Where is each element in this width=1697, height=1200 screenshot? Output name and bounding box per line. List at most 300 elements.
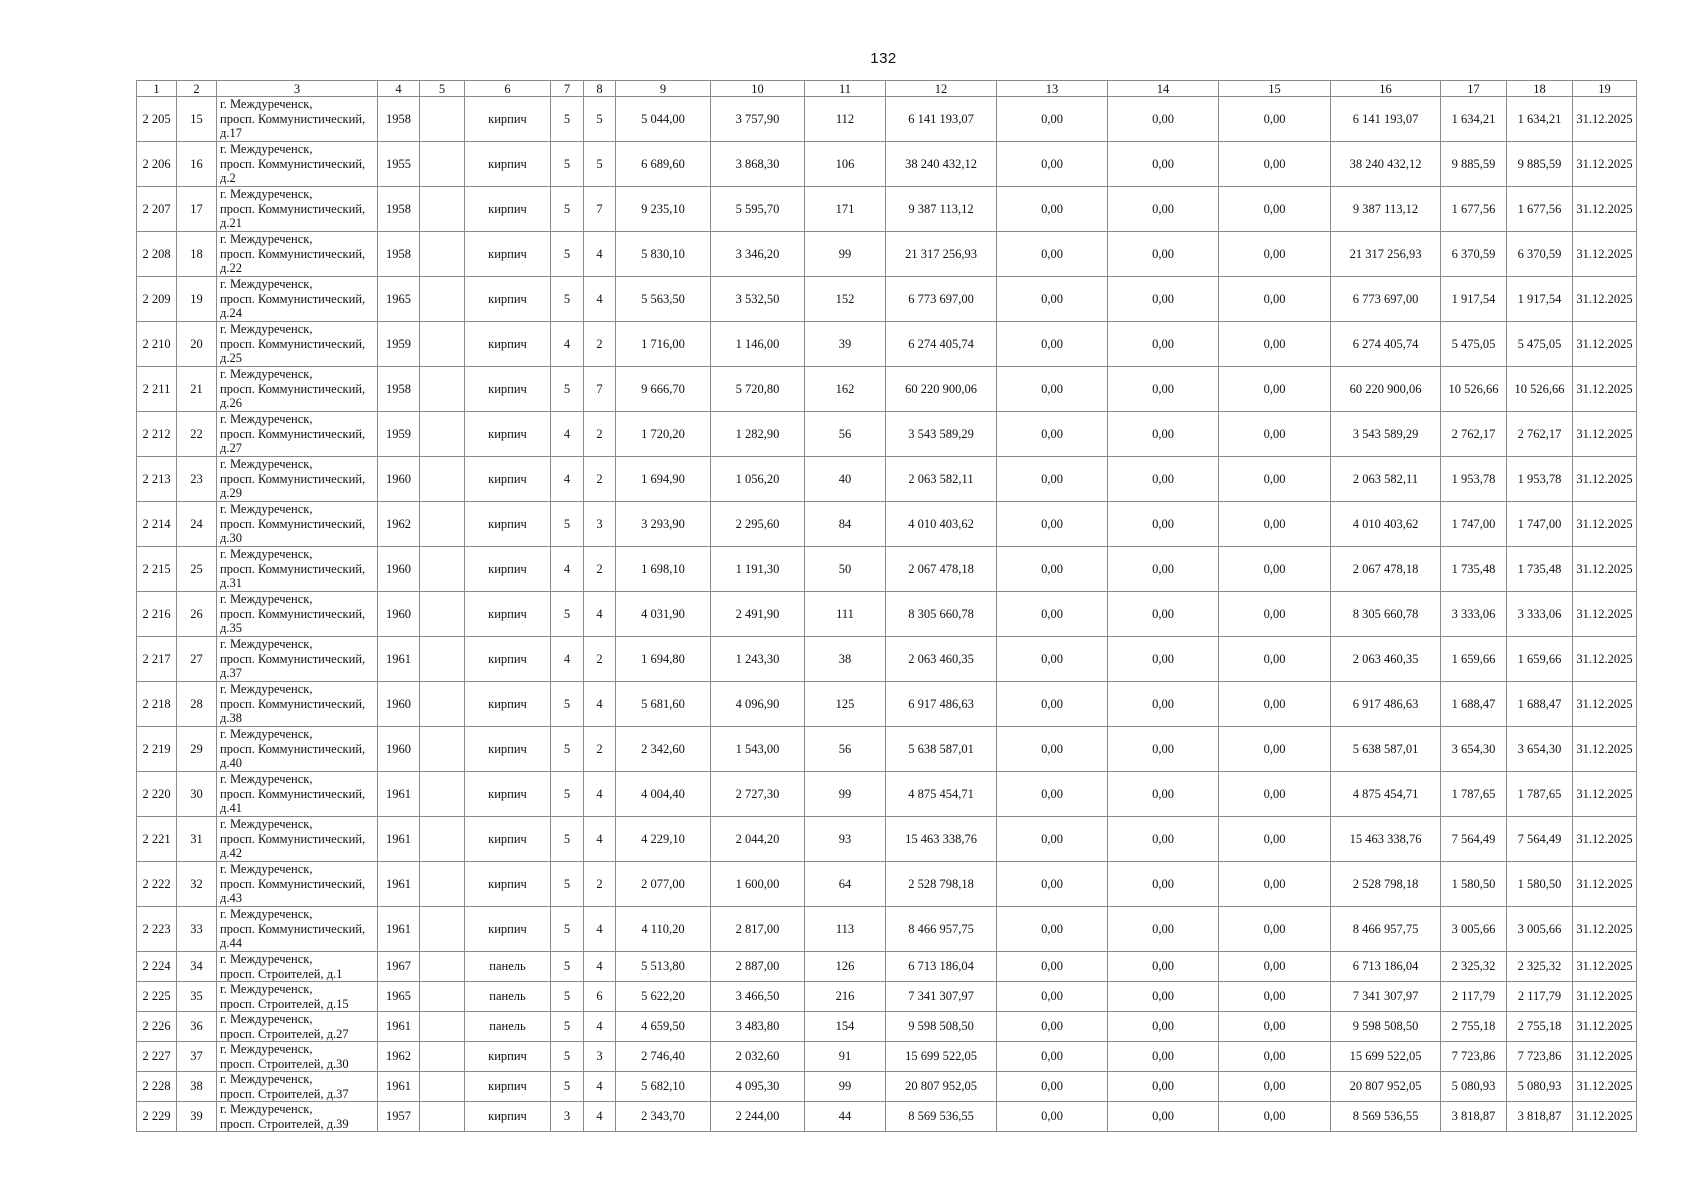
table-cell-c15: 0,00 bbox=[1219, 412, 1331, 457]
table-cell-c16: 2 067 478,18 bbox=[1331, 547, 1441, 592]
table-cell-c12: 2 528 798,18 bbox=[886, 862, 997, 907]
table-cell-c8: 2 bbox=[584, 637, 616, 682]
table-cell-c12: 6 713 186,04 bbox=[886, 952, 997, 982]
table-cell-c6: кирпич bbox=[465, 277, 551, 322]
table-cell-c9: 1 720,20 bbox=[616, 412, 711, 457]
table-cell-c16: 2 063 460,35 bbox=[1331, 637, 1441, 682]
table-cell-c16: 2 528 798,18 bbox=[1331, 862, 1441, 907]
table-cell-c10: 1 282,90 bbox=[711, 412, 805, 457]
table-cell-c15: 0,00 bbox=[1219, 97, 1331, 142]
address-cell bbox=[217, 682, 378, 727]
table-cell-c5 bbox=[420, 952, 465, 982]
table-cell-c15: 0,00 bbox=[1219, 322, 1331, 367]
table-cell-c7: 5 bbox=[551, 982, 584, 1012]
table-cell-c14: 0,00 bbox=[1108, 187, 1219, 232]
table-cell-c6: кирпич bbox=[465, 232, 551, 277]
table-cell-c7: 5 bbox=[551, 187, 584, 232]
table-cell-c7: 5 bbox=[551, 817, 584, 862]
table-cell-c17: 5 080,93 bbox=[1441, 1072, 1507, 1102]
table-cell-c9: 2 343,70 bbox=[616, 1102, 711, 1132]
address-line: д.31 bbox=[220, 576, 242, 591]
table-row bbox=[137, 1072, 1637, 1102]
table-cell-c17: 1 659,66 bbox=[1441, 637, 1507, 682]
column-header: 17 bbox=[1441, 81, 1507, 97]
table-cell-c15: 0,00 bbox=[1219, 682, 1331, 727]
column-header: 5 bbox=[420, 81, 465, 97]
table-cell-c18: 5 475,05 bbox=[1507, 322, 1573, 367]
table-cell-c7: 5 bbox=[551, 367, 584, 412]
address-line: г. Междуреченск, bbox=[220, 637, 313, 652]
table-row bbox=[137, 142, 1637, 187]
table-cell-c2: 24 bbox=[177, 502, 217, 547]
address-line: просп. Строителей, д.39 bbox=[220, 1116, 349, 1131]
table-cell-c6: кирпич bbox=[465, 1072, 551, 1102]
table-cell-c6: кирпич bbox=[465, 727, 551, 772]
column-header: 13 bbox=[997, 81, 1108, 97]
table-cell-c8: 3 bbox=[584, 502, 616, 547]
address-line: г. Междуреченск, bbox=[220, 772, 313, 787]
table-cell-c6: кирпич bbox=[465, 457, 551, 502]
table-cell-c19: 31.12.2025 bbox=[1573, 982, 1637, 1012]
table-cell-c11: 38 bbox=[805, 637, 886, 682]
table-row bbox=[137, 277, 1637, 322]
table-cell-c2: 19 bbox=[177, 277, 217, 322]
table-cell-c14: 0,00 bbox=[1108, 817, 1219, 862]
table-cell-c7: 5 bbox=[551, 277, 584, 322]
table-cell-c8: 2 bbox=[584, 322, 616, 367]
table-cell-c4: 1960 bbox=[378, 727, 420, 772]
table-cell-c2: 28 bbox=[177, 682, 217, 727]
address-line: г. Междуреченск, bbox=[220, 187, 313, 202]
address-line: д.17 bbox=[220, 126, 242, 141]
table-cell-c4: 1959 bbox=[378, 412, 420, 457]
table-cell-c2: 38 bbox=[177, 1072, 217, 1102]
table-cell-c15: 0,00 bbox=[1219, 232, 1331, 277]
table-cell-c2: 16 bbox=[177, 142, 217, 187]
table-cell-c5 bbox=[420, 1042, 465, 1072]
address-line: просп. Коммунистический, bbox=[220, 291, 366, 306]
address-line: просп. Коммунистический, bbox=[220, 426, 366, 441]
address-line: г. Междуреченск, bbox=[220, 862, 313, 877]
address-line: г. Междуреченск, bbox=[220, 1042, 313, 1056]
table-cell-c7: 5 bbox=[551, 1072, 584, 1102]
table-row bbox=[137, 952, 1637, 982]
table-cell-c15: 0,00 bbox=[1219, 907, 1331, 952]
table-row bbox=[137, 727, 1637, 772]
table-cell-c18: 3 005,66 bbox=[1507, 907, 1573, 952]
table-cell-c11: 64 bbox=[805, 862, 886, 907]
table-cell-c16: 8 466 957,75 bbox=[1331, 907, 1441, 952]
table-cell-c5 bbox=[420, 592, 465, 637]
address-line: г. Междуреченск, bbox=[220, 1072, 313, 1086]
table-cell-c18: 1 677,56 bbox=[1507, 187, 1573, 232]
table-cell-c2: 30 bbox=[177, 772, 217, 817]
table-cell-c12: 8 569 536,55 bbox=[886, 1102, 997, 1132]
page-number: 132 bbox=[870, 50, 897, 67]
table-cell-c7: 5 bbox=[551, 862, 584, 907]
table-cell-c10: 2 817,00 bbox=[711, 907, 805, 952]
table-cell-c10: 1 600,00 bbox=[711, 862, 805, 907]
table-cell-c4: 1958 bbox=[378, 97, 420, 142]
table-cell-c4: 1965 bbox=[378, 277, 420, 322]
table-cell-c4: 1960 bbox=[378, 547, 420, 592]
table-cell-c10: 2 244,00 bbox=[711, 1102, 805, 1132]
column-header: 8 bbox=[584, 81, 616, 97]
table-cell-c11: 39 bbox=[805, 322, 886, 367]
table-cell-c17: 1 677,56 bbox=[1441, 187, 1507, 232]
table-cell-c7: 4 bbox=[551, 412, 584, 457]
table-cell-c16: 4 875 454,71 bbox=[1331, 772, 1441, 817]
table-cell-c14: 0,00 bbox=[1108, 97, 1219, 142]
table-row bbox=[137, 97, 1637, 142]
table-cell-c11: 113 bbox=[805, 907, 886, 952]
table-cell-c11: 125 bbox=[805, 682, 886, 727]
table-cell-c7: 5 bbox=[551, 907, 584, 952]
table-cell-c7: 5 bbox=[551, 592, 584, 637]
table-cell-c10: 1 146,00 bbox=[711, 322, 805, 367]
table-row bbox=[137, 862, 1637, 907]
table-cell-c7: 4 bbox=[551, 457, 584, 502]
table-cell-c4: 1961 bbox=[378, 637, 420, 682]
table-cell-c9: 4 110,20 bbox=[616, 907, 711, 952]
table-cell-c9: 5 682,10 bbox=[616, 1072, 711, 1102]
table-cell-c14: 0,00 bbox=[1108, 592, 1219, 637]
table-cell-c13: 0,00 bbox=[997, 637, 1108, 682]
table-cell-c4: 1967 bbox=[378, 952, 420, 982]
table-cell-c19: 31.12.2025 bbox=[1573, 502, 1637, 547]
column-header: 1 bbox=[137, 81, 177, 97]
table-cell-c7: 5 bbox=[551, 727, 584, 772]
table-cell-c16: 15 463 338,76 bbox=[1331, 817, 1441, 862]
table-cell-c8: 4 bbox=[584, 772, 616, 817]
column-header: 9 bbox=[616, 81, 711, 97]
table-cell-c12: 7 341 307,97 bbox=[886, 982, 997, 1012]
table-cell-c16: 2 063 582,11 bbox=[1331, 457, 1441, 502]
table-cell-c8: 4 bbox=[584, 817, 616, 862]
table-row bbox=[137, 1012, 1637, 1042]
address-cell bbox=[217, 1012, 378, 1042]
table-cell-c18: 2 762,17 bbox=[1507, 412, 1573, 457]
table-cell-c6: кирпич bbox=[465, 97, 551, 142]
address-line: д.35 bbox=[220, 621, 242, 636]
address-line: д.37 bbox=[220, 666, 242, 681]
table-cell-c9: 2 342,60 bbox=[616, 727, 711, 772]
table-cell-c4: 1960 bbox=[378, 592, 420, 637]
table-cell-c2: 27 bbox=[177, 637, 217, 682]
table-cell-c17: 1 747,00 bbox=[1441, 502, 1507, 547]
table-cell-c10: 3 466,50 bbox=[711, 982, 805, 1012]
table-row bbox=[137, 367, 1637, 412]
table-cell-c7: 5 bbox=[551, 682, 584, 727]
table-cell-c5 bbox=[420, 682, 465, 727]
table-cell-c18: 3 333,06 bbox=[1507, 592, 1573, 637]
address-line: г. Междуреченск, bbox=[220, 322, 313, 337]
table-cell-c10: 3 757,90 bbox=[711, 97, 805, 142]
address-line: д.24 bbox=[220, 306, 242, 321]
table-cell-c11: 126 bbox=[805, 952, 886, 982]
table-cell-c13: 0,00 bbox=[997, 547, 1108, 592]
table-cell-c10: 4 096,90 bbox=[711, 682, 805, 727]
table-cell-c16: 4 010 403,62 bbox=[1331, 502, 1441, 547]
column-header: 4 bbox=[378, 81, 420, 97]
table-cell-c16: 6 274 405,74 bbox=[1331, 322, 1441, 367]
address-line: просп. Коммунистический, bbox=[220, 786, 366, 801]
table-cell-c13: 0,00 bbox=[997, 682, 1108, 727]
table-cell-c9: 9 235,10 bbox=[616, 187, 711, 232]
table-cell-c2: 21 bbox=[177, 367, 217, 412]
table-cell-c12: 6 141 193,07 bbox=[886, 97, 997, 142]
table-cell-c14: 0,00 bbox=[1108, 232, 1219, 277]
address-line: г. Междуреченск, bbox=[220, 367, 313, 382]
table-cell-c17: 9 885,59 bbox=[1441, 142, 1507, 187]
table-cell-c9: 5 563,50 bbox=[616, 277, 711, 322]
table-cell-c10: 2 491,90 bbox=[711, 592, 805, 637]
table-cell-c2: 23 bbox=[177, 457, 217, 502]
address-line: г. Междуреченск, bbox=[220, 817, 313, 832]
table-cell-c6: кирпич bbox=[465, 502, 551, 547]
table-cell-c1: 2 213 bbox=[137, 457, 177, 502]
table-cell-c4: 1962 bbox=[378, 502, 420, 547]
table-cell-c19: 31.12.2025 bbox=[1573, 817, 1637, 862]
address-line: просп. Коммунистический, bbox=[220, 651, 366, 666]
table-cell-c13: 0,00 bbox=[997, 772, 1108, 817]
table-cell-c8: 7 bbox=[584, 187, 616, 232]
table-cell-c9: 1 694,90 bbox=[616, 457, 711, 502]
table-cell-c5 bbox=[420, 187, 465, 232]
table-cell-c13: 0,00 bbox=[997, 1042, 1108, 1072]
table-cell-c10: 1 191,30 bbox=[711, 547, 805, 592]
address-line: г. Междуреченск, bbox=[220, 982, 313, 996]
table-row bbox=[137, 412, 1637, 457]
address-line: просп. Коммунистический, bbox=[220, 831, 366, 846]
table-cell-c7: 4 bbox=[551, 637, 584, 682]
table-cell-c6: панель bbox=[465, 982, 551, 1012]
table-cell-c8: 2 bbox=[584, 862, 616, 907]
table-cell-c10: 2 032,60 bbox=[711, 1042, 805, 1072]
table-cell-c8: 4 bbox=[584, 907, 616, 952]
column-number-row bbox=[137, 81, 1637, 97]
table-cell-c2: 33 bbox=[177, 907, 217, 952]
table-cell-c10: 2 727,30 bbox=[711, 772, 805, 817]
table-cell-c16: 60 220 900,06 bbox=[1331, 367, 1441, 412]
table-cell-c10: 3 532,50 bbox=[711, 277, 805, 322]
table-cell-c4: 1960 bbox=[378, 457, 420, 502]
table-cell-c11: 40 bbox=[805, 457, 886, 502]
address-cell bbox=[217, 277, 378, 322]
table-cell-c6: кирпич bbox=[465, 862, 551, 907]
table-cell-c2: 29 bbox=[177, 727, 217, 772]
address-cell bbox=[217, 142, 378, 187]
table-cell-c9: 4 004,40 bbox=[616, 772, 711, 817]
table-cell-c5 bbox=[420, 97, 465, 142]
table-cell-c11: 44 bbox=[805, 1102, 886, 1132]
table-cell-c14: 0,00 bbox=[1108, 637, 1219, 682]
table-cell-c14: 0,00 bbox=[1108, 412, 1219, 457]
table-cell-c4: 1961 bbox=[378, 817, 420, 862]
table-cell-c13: 0,00 bbox=[997, 412, 1108, 457]
table-row bbox=[137, 772, 1637, 817]
table-cell-c4: 1961 bbox=[378, 907, 420, 952]
table-cell-c14: 0,00 bbox=[1108, 1072, 1219, 1102]
table-cell-c12: 3 543 589,29 bbox=[886, 412, 997, 457]
column-header: 18 bbox=[1507, 81, 1573, 97]
table-cell-c2: 37 bbox=[177, 1042, 217, 1072]
table-cell-c8: 4 bbox=[584, 1102, 616, 1132]
table-cell-c14: 0,00 bbox=[1108, 727, 1219, 772]
address-line: г. Междуреченск, bbox=[220, 592, 313, 607]
table-cell-c11: 111 bbox=[805, 592, 886, 637]
table-cell-c12: 60 220 900,06 bbox=[886, 367, 997, 412]
table-cell-c1: 2 218 bbox=[137, 682, 177, 727]
table-cell-c12: 38 240 432,12 bbox=[886, 142, 997, 187]
table-cell-c17: 3 818,87 bbox=[1441, 1102, 1507, 1132]
table-cell-c1: 2 216 bbox=[137, 592, 177, 637]
table-cell-c18: 6 370,59 bbox=[1507, 232, 1573, 277]
table-cell-c2: 22 bbox=[177, 412, 217, 457]
column-header: 14 bbox=[1108, 81, 1219, 97]
table-cell-c1: 2 221 bbox=[137, 817, 177, 862]
table-cell-c19: 31.12.2025 bbox=[1573, 1102, 1637, 1132]
table-cell-c12: 2 063 582,11 bbox=[886, 457, 997, 502]
table-cell-c15: 0,00 bbox=[1219, 1102, 1331, 1132]
table-cell-c2: 36 bbox=[177, 1012, 217, 1042]
table-cell-c5 bbox=[420, 142, 465, 187]
column-header: 3 bbox=[217, 81, 378, 97]
table-cell-c11: 50 bbox=[805, 547, 886, 592]
table-cell-c9: 5 513,80 bbox=[616, 952, 711, 982]
address-line: д.44 bbox=[220, 936, 242, 951]
table-cell-c13: 0,00 bbox=[997, 1102, 1108, 1132]
table-cell-c13: 0,00 bbox=[997, 322, 1108, 367]
table-cell-c5 bbox=[420, 637, 465, 682]
address-cell bbox=[217, 817, 378, 862]
table-cell-c14: 0,00 bbox=[1108, 952, 1219, 982]
table-cell-c9: 4 659,50 bbox=[616, 1012, 711, 1042]
table-row bbox=[137, 907, 1637, 952]
table-cell-c11: 162 bbox=[805, 367, 886, 412]
table-cell-c12: 9 598 508,50 bbox=[886, 1012, 997, 1042]
table-cell-c16: 15 699 522,05 bbox=[1331, 1042, 1441, 1072]
table-cell-c14: 0,00 bbox=[1108, 277, 1219, 322]
table-cell-c6: кирпич bbox=[465, 817, 551, 862]
table-cell-c5 bbox=[420, 1072, 465, 1102]
table-cell-c8: 4 bbox=[584, 1012, 616, 1042]
address-cell bbox=[217, 1042, 378, 1072]
column-header: 11 bbox=[805, 81, 886, 97]
table-cell-c8: 5 bbox=[584, 97, 616, 142]
table-cell-c5 bbox=[420, 412, 465, 457]
address-cell bbox=[217, 1102, 378, 1132]
address-line: г. Междуреченск, bbox=[220, 502, 313, 517]
address-line: просп. Строителей, д.15 bbox=[220, 996, 349, 1011]
table-cell-c8: 2 bbox=[584, 547, 616, 592]
address-line: г. Междуреченск, bbox=[220, 547, 313, 562]
table-cell-c17: 6 370,59 bbox=[1441, 232, 1507, 277]
address-line: г. Междуреченск, bbox=[220, 232, 313, 247]
table-cell-c18: 7 564,49 bbox=[1507, 817, 1573, 862]
table-cell-c11: 171 bbox=[805, 187, 886, 232]
table-cell-c11: 216 bbox=[805, 982, 886, 1012]
column-header: 19 bbox=[1573, 81, 1637, 97]
table-cell-c19: 31.12.2025 bbox=[1573, 1012, 1637, 1042]
table-cell-c13: 0,00 bbox=[997, 1012, 1108, 1042]
table-cell-c15: 0,00 bbox=[1219, 982, 1331, 1012]
address-cell bbox=[217, 592, 378, 637]
table-cell-c6: кирпич bbox=[465, 682, 551, 727]
table-cell-c10: 2 887,00 bbox=[711, 952, 805, 982]
table-cell-c5 bbox=[420, 367, 465, 412]
table-cell-c14: 0,00 bbox=[1108, 682, 1219, 727]
table-cell-c15: 0,00 bbox=[1219, 592, 1331, 637]
address-cell bbox=[217, 862, 378, 907]
table-cell-c17: 2 762,17 bbox=[1441, 412, 1507, 457]
table-cell-c8: 4 bbox=[584, 682, 616, 727]
table-cell-c15: 0,00 bbox=[1219, 187, 1331, 232]
table-cell-c5 bbox=[420, 502, 465, 547]
table-cell-c7: 5 bbox=[551, 952, 584, 982]
column-header: 10 bbox=[711, 81, 805, 97]
table-cell-c6: кирпич bbox=[465, 637, 551, 682]
table-cell-c8: 4 bbox=[584, 232, 616, 277]
table-cell-c1: 2 228 bbox=[137, 1072, 177, 1102]
table-cell-c11: 152 bbox=[805, 277, 886, 322]
table-cell-c19: 31.12.2025 bbox=[1573, 637, 1637, 682]
table-cell-c12: 8 305 660,78 bbox=[886, 592, 997, 637]
table-cell-c1: 2 226 bbox=[137, 1012, 177, 1042]
table-cell-c11: 99 bbox=[805, 772, 886, 817]
address-cell bbox=[217, 907, 378, 952]
address-line: просп. Коммунистический, bbox=[220, 876, 366, 891]
address-cell bbox=[217, 1072, 378, 1102]
table-cell-c10: 2 044,20 bbox=[711, 817, 805, 862]
table-cell-c15: 0,00 bbox=[1219, 817, 1331, 862]
table-cell-c16: 6 917 486,63 bbox=[1331, 682, 1441, 727]
table-cell-c14: 0,00 bbox=[1108, 982, 1219, 1012]
table-cell-c12: 8 466 957,75 bbox=[886, 907, 997, 952]
table-cell-c2: 18 bbox=[177, 232, 217, 277]
address-line: г. Междуреченск, bbox=[220, 97, 313, 112]
column-header: 2 bbox=[177, 81, 217, 97]
address-cell bbox=[217, 457, 378, 502]
table-cell-c10: 3 483,80 bbox=[711, 1012, 805, 1042]
table-cell-c17: 2 325,32 bbox=[1441, 952, 1507, 982]
table-cell-c1: 2 225 bbox=[137, 982, 177, 1012]
table-cell-c7: 3 bbox=[551, 1102, 584, 1132]
table-cell-c1: 2 206 bbox=[137, 142, 177, 187]
table-row bbox=[137, 982, 1637, 1012]
table-cell-c4: 1965 bbox=[378, 982, 420, 1012]
table-cell-c18: 1 688,47 bbox=[1507, 682, 1573, 727]
table-cell-c5 bbox=[420, 457, 465, 502]
column-header: 15 bbox=[1219, 81, 1331, 97]
table-cell-c15: 0,00 bbox=[1219, 1042, 1331, 1072]
address-line: г. Междуреченск, bbox=[220, 952, 313, 966]
table-cell-c6: кирпич bbox=[465, 1102, 551, 1132]
table-cell-c5 bbox=[420, 907, 465, 952]
table-cell-c5 bbox=[420, 277, 465, 322]
table-cell-c6: кирпич bbox=[465, 412, 551, 457]
table-cell-c19: 31.12.2025 bbox=[1573, 727, 1637, 772]
address-line: г. Междуреченск, bbox=[220, 142, 313, 157]
address-line: д.38 bbox=[220, 711, 242, 726]
table-cell-c14: 0,00 bbox=[1108, 457, 1219, 502]
table-cell-c9: 1 694,80 bbox=[616, 637, 711, 682]
table-row bbox=[137, 592, 1637, 637]
table-cell-c5 bbox=[420, 1102, 465, 1132]
table-cell-c19: 31.12.2025 bbox=[1573, 322, 1637, 367]
address-cell bbox=[217, 982, 378, 1012]
table-cell-c15: 0,00 bbox=[1219, 1012, 1331, 1042]
